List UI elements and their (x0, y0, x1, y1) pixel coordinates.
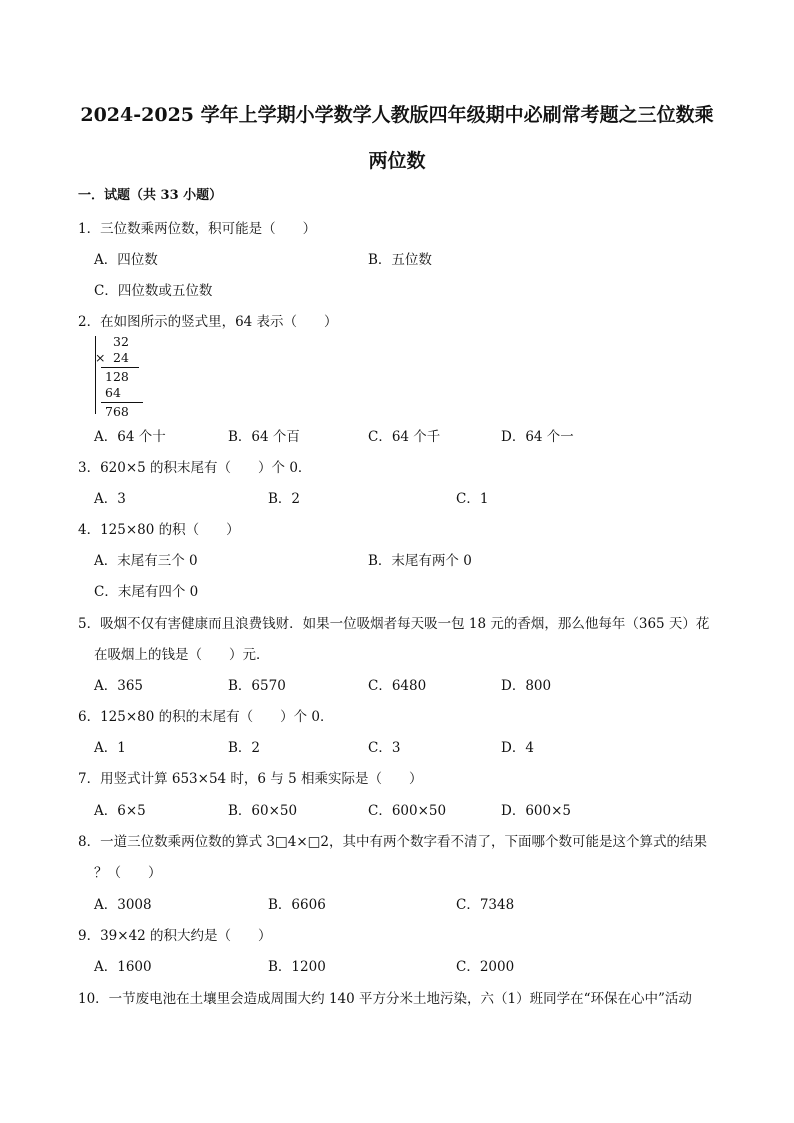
option-c: C．3 (368, 740, 401, 756)
document-title-line2: 两位数 (368, 150, 426, 172)
question-stem: 5．吸烟不仅有害健康而且浪费钱财．如果一位吸烟者每天吸一包 18 元的香烟，那么他每年（365 天）花 (78, 616, 710, 632)
question-stem: 7．用竖式计算 653×54 时，6 与 5 相乘实际是（ ） (78, 771, 423, 787)
option-b: B．60×50 (228, 803, 298, 819)
option-a: A．3 (94, 491, 126, 507)
vertical-multiplication (95, 334, 155, 418)
option-c: C．7348 (456, 897, 515, 913)
option-c: C．2000 (456, 959, 515, 975)
option-c: C．600×50 (368, 803, 447, 819)
option-c: C．6480 (368, 678, 427, 694)
option-a: A．末尾有三个 0 (94, 553, 198, 569)
question-stem: 9．39×42 的积大约是（ ） (78, 928, 272, 944)
option-d: D．800 (501, 678, 552, 694)
option-a: A．1 (94, 740, 126, 756)
section-heading: 一．试题（共 33 小题） (78, 188, 223, 203)
option-b: B．64 个百 (228, 429, 300, 445)
final-product: 768 (105, 404, 129, 419)
multiplier: 24 (113, 350, 129, 365)
option-b: B．6570 (228, 678, 286, 694)
option-d: D．600×5 (501, 803, 571, 819)
question-stem: 4．125×80 的积（ ） (78, 522, 240, 538)
option-a: A．6×5 (94, 803, 146, 819)
question-stem-continued: 在吸烟上的钱是（ ）元． (94, 647, 270, 663)
calc-rule (101, 367, 139, 368)
option-a: A．64 个十 (94, 429, 166, 445)
option-c: C．末尾有四个 0 (94, 584, 199, 600)
option-c: C．64 个千 (368, 429, 441, 445)
times-sign: × (95, 350, 106, 365)
question-stem: 6．125×80 的积的末尾有（ ）个 0． (78, 709, 334, 725)
question-stem: 2．在如图所示的竖式里，64 表示（ ） (78, 314, 338, 330)
option-b: B．6606 (268, 897, 326, 913)
calc-rule (101, 402, 143, 403)
option-d: D．64 个一 (501, 429, 574, 445)
option-d: D．4 (501, 740, 534, 756)
option-b: B．末尾有两个 0 (368, 553, 472, 569)
question-stem: 10．一节废电池在土壤里会造成周围大约 140 平方分米土地污染，六（1）班同学在“环保在心中”活动 (78, 991, 692, 1007)
partial-product-2: 64 (105, 385, 121, 400)
option-b: B．2 (228, 740, 261, 756)
option-c: C．1 (456, 491, 489, 507)
question-stem-continued: ？（ ） (94, 865, 162, 881)
option-a: A．365 (94, 678, 144, 694)
option-a: A．四位数 (94, 252, 158, 268)
option-b: B．五位数 (368, 252, 432, 268)
multiplicand: 32 (113, 334, 129, 349)
document-title-line1: 2024-2025 学年上学期小学数学人教版四年级期中必刷常考题之三位数乘 (80, 104, 714, 126)
option-b: B．2 (268, 491, 301, 507)
question-stem: 3．620×5 的积末尾有（ ）个 0． (78, 460, 312, 476)
option-a: A．1600 (94, 959, 152, 975)
question-stem: 1．三位数乘两位数，积可能是（ ） (78, 221, 317, 237)
calc-left-rule (95, 336, 96, 414)
question-stem: 8．一道三位数乘两位数的算式 3□4×□2，其中有两个数字看不清了，下面哪个数可能是这个算式的结果 (78, 834, 707, 850)
option-c: C．四位数或五位数 (94, 283, 213, 299)
partial-product-1: 128 (105, 369, 129, 384)
option-b: B．1200 (268, 959, 326, 975)
option-a: A．3008 (94, 897, 152, 913)
